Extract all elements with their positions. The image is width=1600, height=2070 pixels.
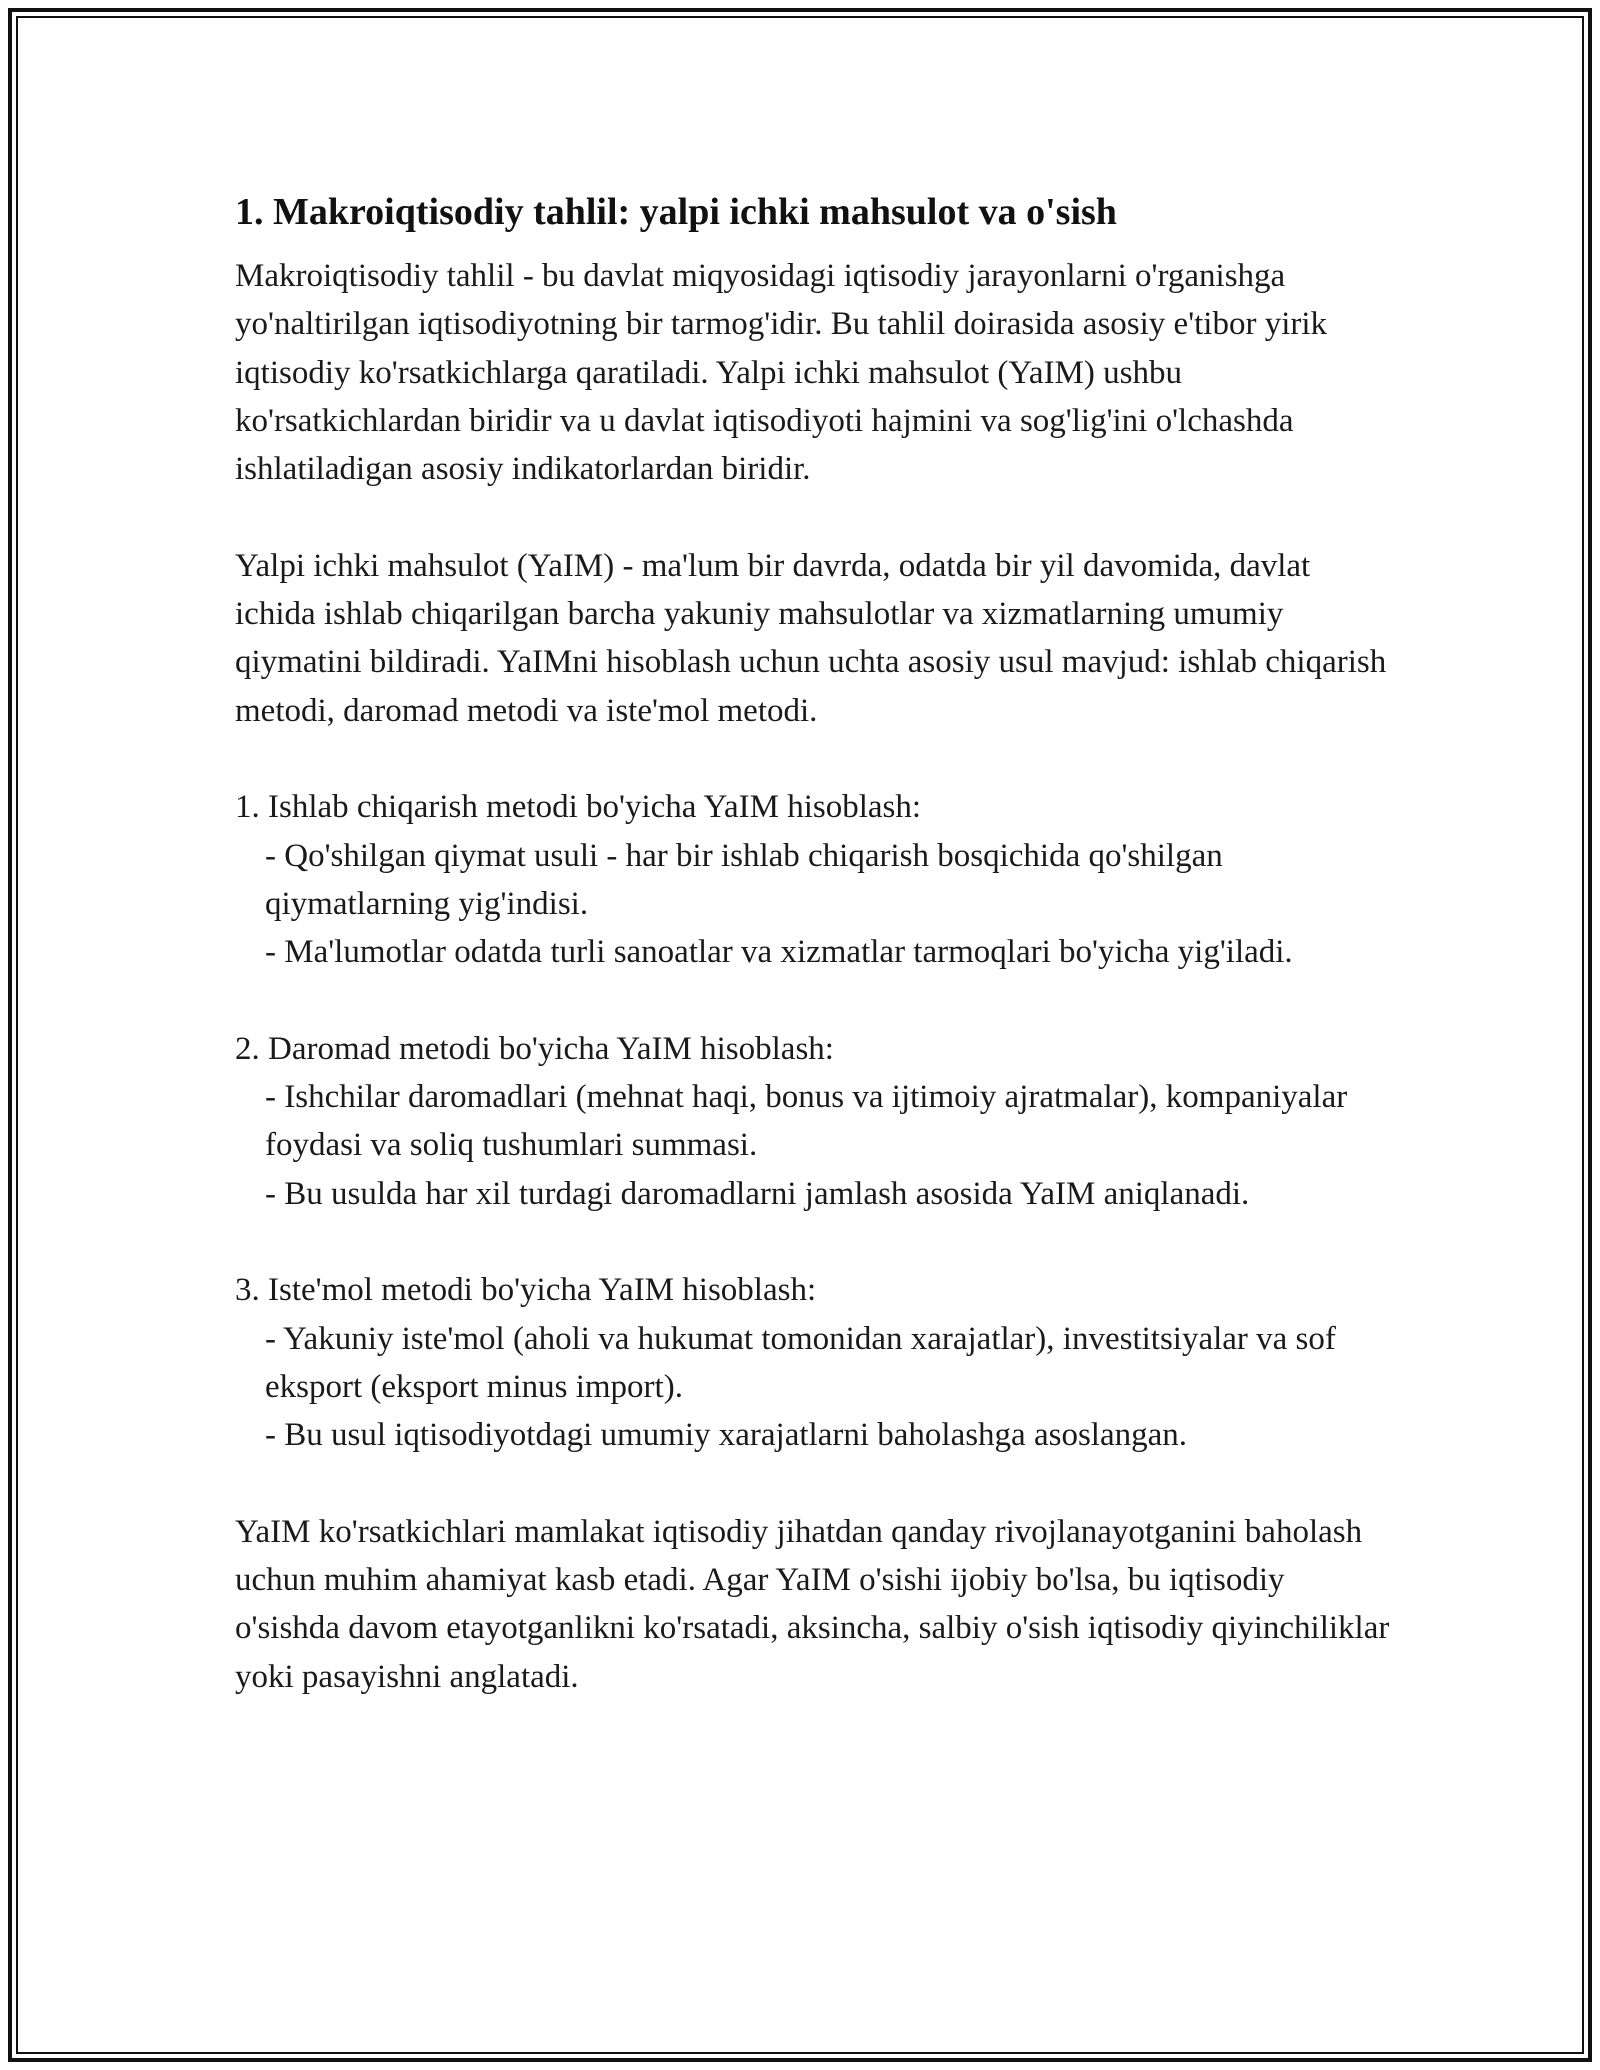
method-section-consumption	[235, 1266, 1395, 1459]
method-bullet: - Ishchilar daromadlari (mehnat haqi, bonus va ijtimoiy ajratmalar), kompaniyalar foydasi va soliq tushumlari summasi.	[265, 1079, 1348, 1164]
document-title: 1. Makroiqtisodiy tahlil: yalpi ichki mahsulot va o'sish	[235, 191, 1117, 233]
method-heading: 2. Daromad metodi bo'yicha YaIM hisoblash:	[235, 1030, 834, 1067]
method-bullet: - Yakuniy iste'mol (aholi va hukumat tomonidan xarajatlar), investitsiyalar va sof eksport (eksport minus import).	[265, 1320, 1336, 1405]
method-section-production	[235, 783, 1395, 976]
definition-paragraph: Yalpi ichki mahsulot (YaIM) - ma'lum bir davrda, odatda bir yil davomida, davlat ichida ishlab chiqarilgan barcha yakuniy mahsulotlar va xizmatlarning umumiy qiymatini bildiradi. YaIMni hisoblash uchun uchta asosiy usul mavjud: ishlab chiqarish metodi, daromad metodi va iste'mol metodi.	[235, 547, 1387, 729]
conclusion-paragraph: YaIM ko'rsatkichlari mamlakat iqtisodiy jihatdan qanday rivojlanayotganini baholash uchun muhim ahamiyat kasb etadi. Agar YaIM o'sishi ijobiy bo'lsa, bu iqtisodiy o'sishda davom etayotganlikni ko'rsatadi, aksincha, salbiy o'sish iqtisodiy qiyinchiliklar yoki pasayishni anglatadi.	[235, 1513, 1390, 1695]
method-section-income	[235, 1025, 1395, 1218]
method-bullet: - Ma'lumotlar odatda turli sanoatlar va xizmatlar tarmoqlari bo'yicha yig'iladi.	[265, 934, 1293, 971]
intro-paragraph: Makroiqtisodiy tahlil - bu davlat miqyosidagi iqtisodiy jarayonlarni o'rganishga yo'naltirilgan iqtisodiyotning bir tarmog'idir. Bu tahlil doirasida asosiy e'tibor yirik iqtisodiy ko'rsatkichlarga qaratiladi. Yalpi ichki mahsulot (YaIM) ushbu ko'rsatkichlardan biridir va u davlat iqtisodiyoti hajmini va sog'lig'ini o'lchashda ishlatiladigan asosiy indikatorlardan biridir.	[235, 258, 1328, 488]
method-heading: 1. Ishlab chiqarish metodi bo'yicha YaIM hisoblash:	[235, 789, 922, 826]
method-bullet: - Qo'shilgan qiymat usuli - har bir ishlab chiqarish bosqichida qo'shilgan qiymatlarning yig'indisi.	[265, 837, 1223, 922]
method-heading: 3. Iste'mol metodi bo'yicha YaIM hisoblash:	[235, 1272, 817, 1309]
method-bullet: - Bu usulda har xil turdagi daromadlarni jamlash asosida YaIM aniqlanadi.	[265, 1175, 1250, 1212]
document-body	[235, 186, 1395, 1749]
method-bullet: - Bu usul iqtisodiyotdagi umumiy xarajatlarni baholashga asoslangan.	[265, 1417, 1188, 1454]
